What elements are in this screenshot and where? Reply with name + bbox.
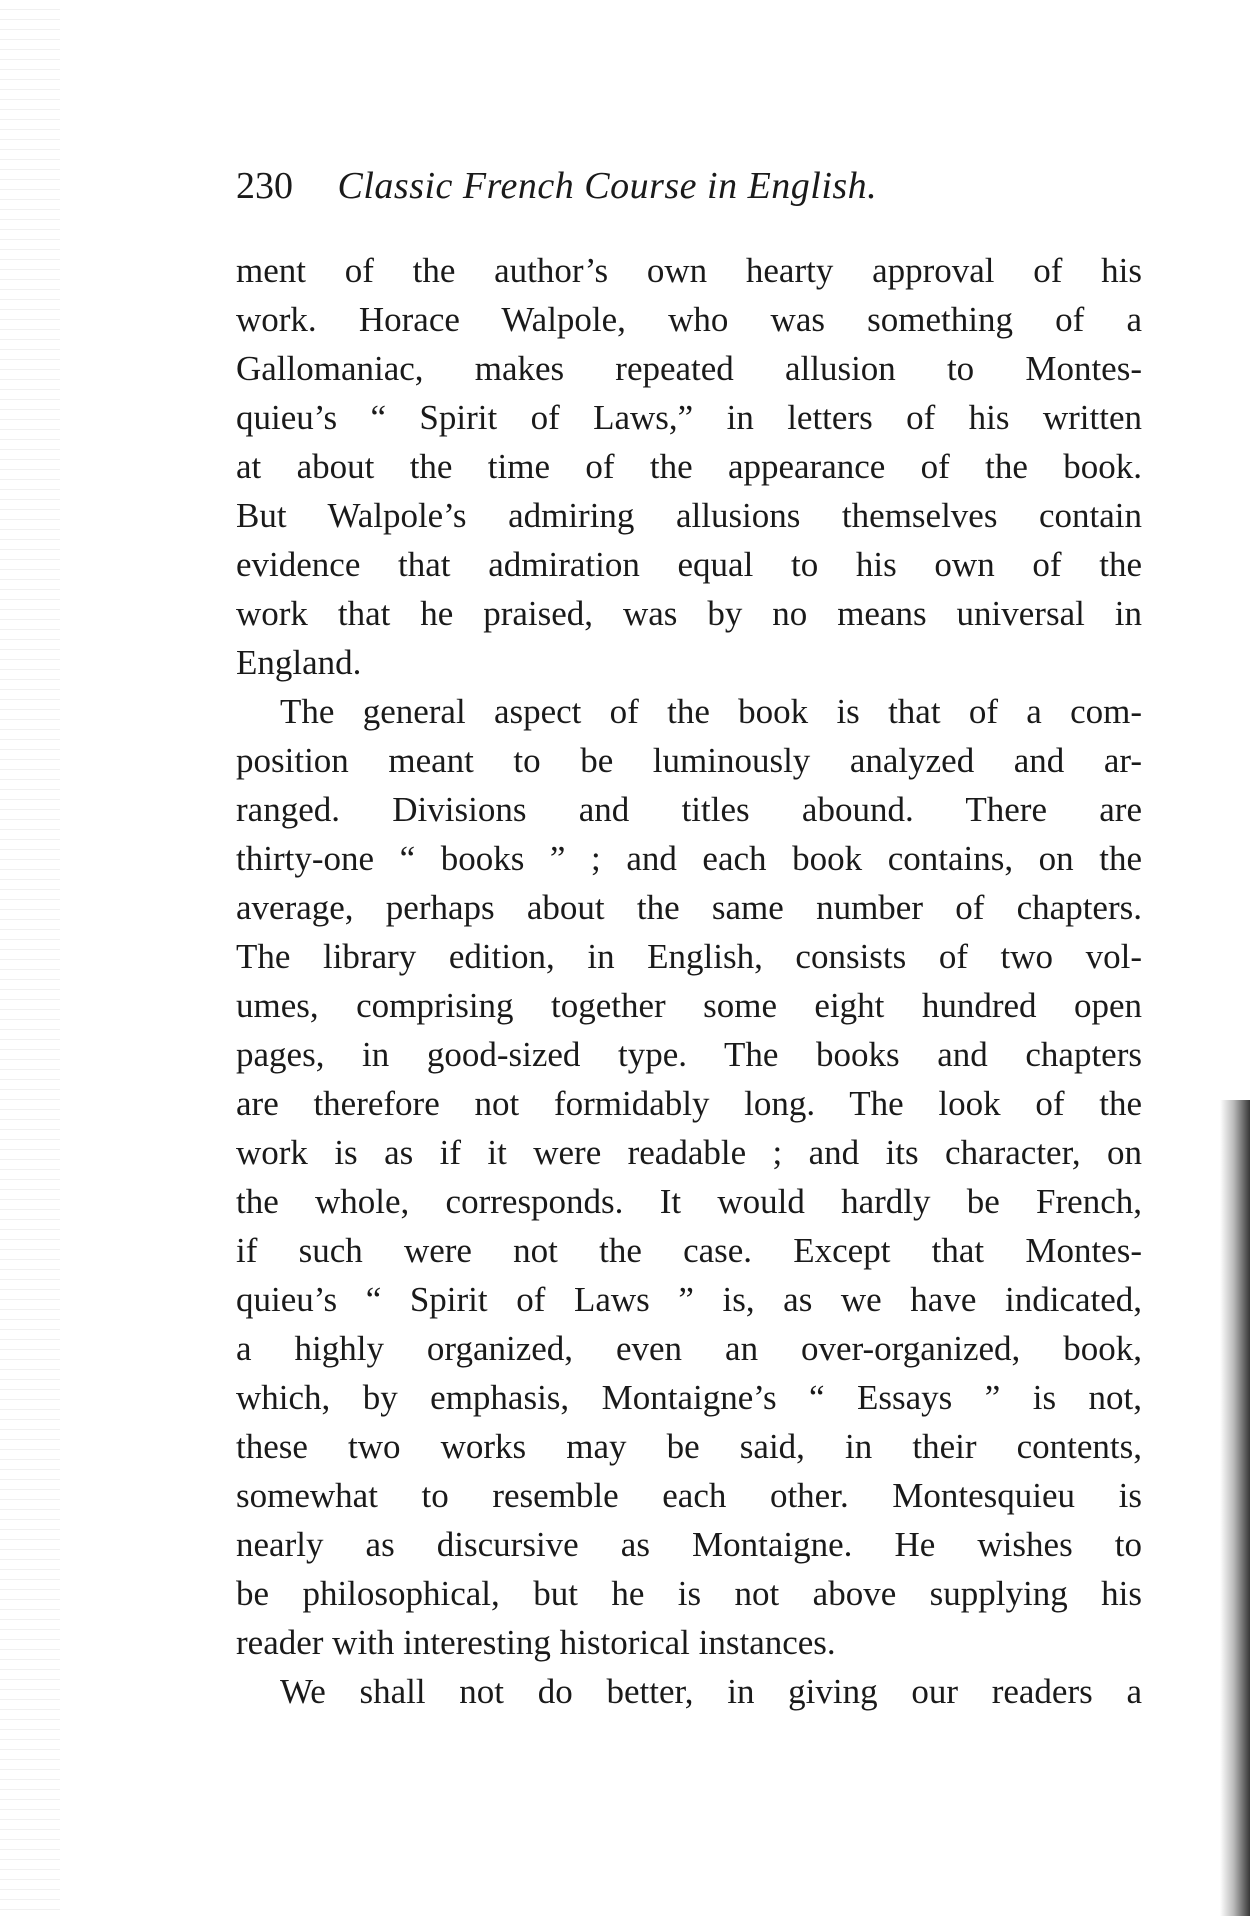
text-line: reader with interesting historical instances. xyxy=(236,1623,836,1662)
text-line: The library edition, in English, consists of two vol- xyxy=(236,937,1142,976)
text-line: work that he praised, was by no means universal in xyxy=(236,594,1142,633)
text-line: We shall not do better, in giving our readers a xyxy=(280,1672,1142,1711)
text-line: ment of the author’s own hearty approval of his xyxy=(236,251,1142,290)
text-line: umes, comprising together some eight hundred open xyxy=(236,986,1142,1025)
text-line: average, perhaps about the same number of chapters. xyxy=(236,888,1142,927)
text-line: are therefore not formidably long. The look of the xyxy=(236,1084,1142,1123)
scan-edge-left xyxy=(0,0,60,1916)
text-line: at about the time of the appearance of the book. xyxy=(236,447,1142,486)
text-line: work. Horace Walpole, who was something of a xyxy=(236,300,1142,339)
text-line: if such were not the case. Except that Montes- xyxy=(236,1231,1142,1270)
text-line: England. xyxy=(236,643,362,682)
running-title: Classic French Course in English. xyxy=(337,165,878,207)
text-line: a highly organized, even an over-organized, book, xyxy=(236,1329,1142,1368)
text-line: Gallomaniac, makes repeated allusion to Montes- xyxy=(236,349,1142,388)
text-line: pages, in good-sized type. The books and chapters xyxy=(236,1035,1142,1074)
text-line: the whole, corresponds. It would hardly be French, xyxy=(236,1182,1142,1221)
text-line: quieu’s “ Spirit of Laws ” is, as we have indicated, xyxy=(236,1280,1142,1319)
page-number: 230 xyxy=(236,165,293,207)
text-line: work is as if it were readable ; and its character, on xyxy=(236,1133,1142,1172)
text-line: But Walpole’s admiring allusions themselves contain xyxy=(236,496,1142,535)
scan-edge-right xyxy=(1220,1100,1250,1916)
text-line: The general aspect of the book is that of a com- xyxy=(280,692,1142,731)
text-line: which, by emphasis, Montaigne’s “ Essays ” is not, xyxy=(236,1378,1142,1417)
text-line: evidence that admiration equal to his own of the xyxy=(236,545,1142,584)
text-line: be philosophical, but he is not above supplying his xyxy=(236,1574,1142,1613)
text-line: position meant to be luminously analyzed and ar- xyxy=(236,741,1142,780)
text-line: nearly as discursive as Montaigne. He wishes to xyxy=(236,1525,1142,1564)
body-text xyxy=(236,246,1142,1716)
text-line: thirty-one “ books ” ; and each book contains, on the xyxy=(236,839,1142,878)
text-line: these two works may be said, in their contents, xyxy=(236,1427,1142,1466)
text-line: ranged. Divisions and titles abound. There are xyxy=(236,790,1142,829)
text-line: quieu’s “ Spirit of Laws,” in letters of his written xyxy=(236,398,1142,437)
text-line: somewhat to resemble each other. Montesquieu is xyxy=(236,1476,1142,1515)
running-head xyxy=(236,156,1136,216)
